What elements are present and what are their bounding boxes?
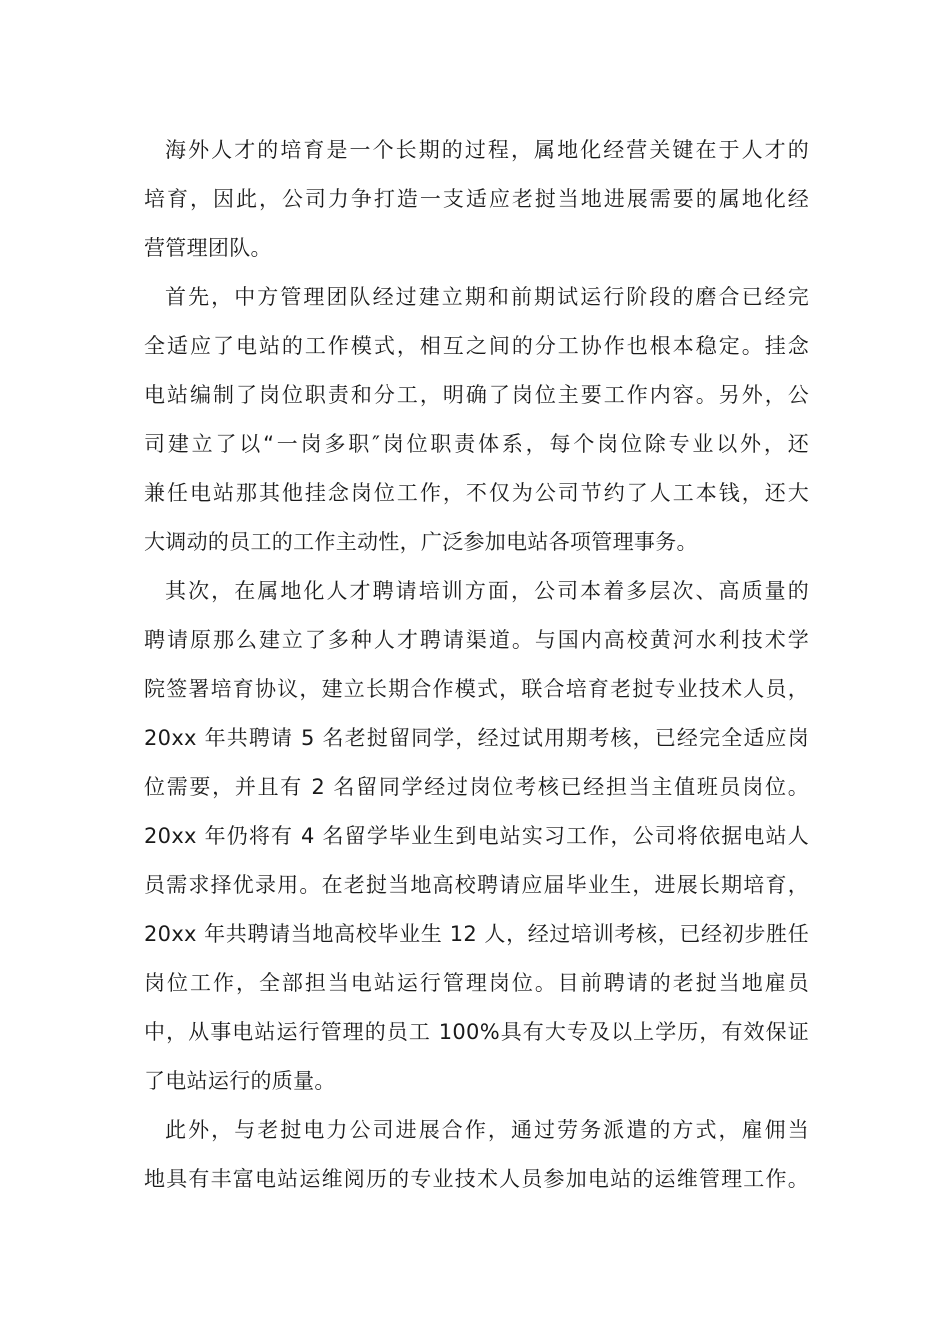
text-line: 20xx 年共聘请 5 名老挝留同学，经过试用期考核，已经完全适应岗	[144, 726, 809, 750]
text-line: 海外人才的培育是一个长期的过程，属地化经营关键在于人才的	[165, 138, 809, 162]
text-line: 大调动的员工的工作主动性，广泛参加电站各项管理事务。	[144, 530, 698, 554]
text-line: 20xx 年共聘请当地高校毕业生 12 人，经过培训考核，已经初步胜任	[144, 922, 809, 946]
text-line: 培育，因此，公司力争打造一支适应老挝当地进展需要的属地化经	[144, 187, 809, 211]
paragraph	[144, 567, 809, 1106]
text-line: 其次，在属地化人才聘请培训方面，公司本着多层次、高质量的	[165, 579, 809, 603]
text-line: 地具有丰富电站运维阅历的专业技术人员参加电站的运维管理工作。	[144, 1167, 809, 1191]
text-line: 位需要，并且有 2 名留同学经过岗位考核已经担当主值班员岗位。	[144, 775, 809, 799]
text-line: 此外，与老挝电力公司进展合作，通过劳务派遣的方式，雇佣当	[165, 1118, 809, 1142]
text-line: 兼任电站那其他挂念岗位工作，不仅为公司节约了人工本钱，还大	[144, 481, 809, 505]
paragraph	[144, 273, 809, 567]
document-body	[144, 126, 809, 1204]
paragraph	[144, 1106, 809, 1204]
text-line: 了电站运行的质量。	[144, 1069, 336, 1093]
text-line: 司建立了以“一岗多职″岗位职责体系，每个岗位除专业以外，还	[144, 432, 809, 456]
paragraph	[144, 126, 809, 273]
text-line: 营管理团队。	[144, 236, 272, 260]
text-line: 岗位工作，全部担当电站运行管理岗位。目前聘请的老挝当地雇员	[144, 971, 809, 995]
text-line: 全适应了电站的工作模式，相互之间的分工协作也根本稳定。挂念	[144, 334, 809, 358]
text-line: 20xx 年仍将有 4 名留学毕业生到电站实习工作，公司将依据电站人	[144, 824, 809, 848]
text-line: 聘请原那么建立了多种人才聘请渠道。与国内高校黄河水利技术学	[144, 628, 809, 652]
text-line: 院签署培育协议，建立长期合作模式，联合培育老挝专业技术人员，	[144, 677, 809, 701]
text-line: 中，从事电站运行管理的员工 100%具有大专及以上学历，有效保证	[144, 1020, 809, 1044]
text-line: 电站编制了岗位职责和分工，明确了岗位主要工作内容。另外，公	[144, 383, 809, 407]
text-line: 首先，中方管理团队经过建立期和前期试运行阶段的磨合已经完	[165, 285, 809, 309]
text-line: 员需求择优录用。在老挝当地高校聘请应届毕业生，进展长期培育，	[144, 873, 809, 897]
